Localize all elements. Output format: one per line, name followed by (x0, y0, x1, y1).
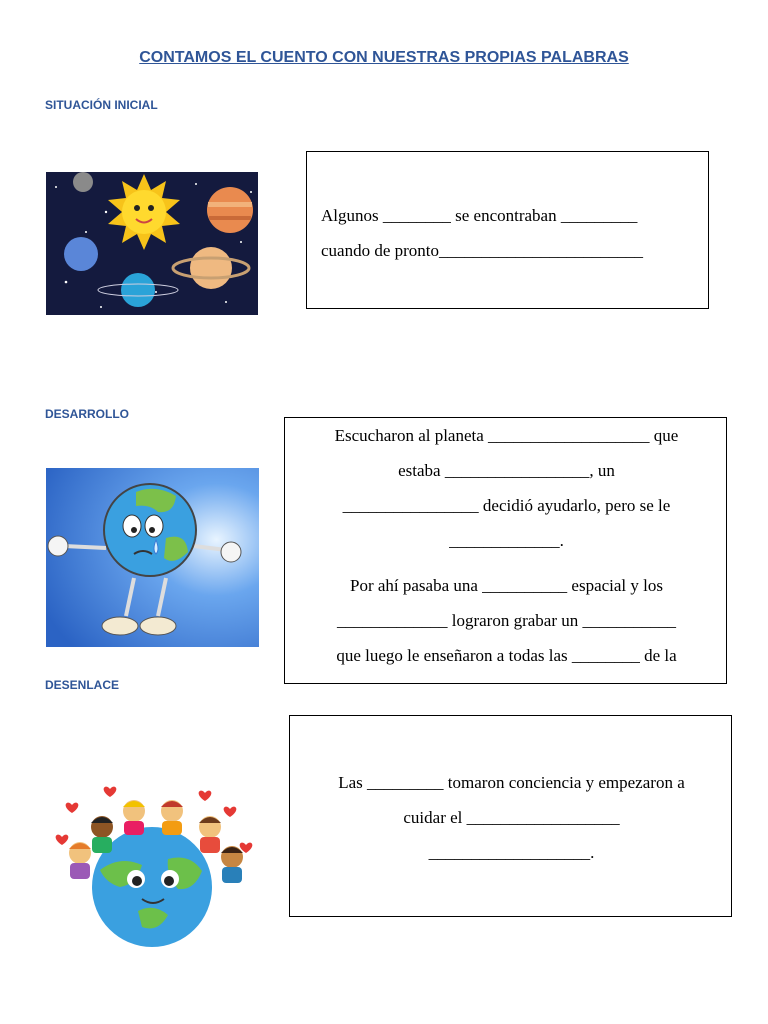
section-label-desenlace: DESENLACE (45, 678, 120, 692)
story-line: cuando de pronto________________________ (321, 241, 644, 260)
story-line: Por ahí pasaba una __________ espacial y los (349, 576, 663, 595)
story-line: Las _________ tomaron conciencia y empezaron a (338, 773, 685, 792)
story-line: _____________. (449, 531, 564, 550)
story-line: cuidar el __________________ (403, 808, 620, 827)
story-line: ________________ decidió ayudarlo, pero se le (342, 496, 671, 515)
situacion-inicial-text-box (306, 151, 709, 309)
desarrollo-text-box (284, 417, 727, 684)
story-line: que luego le enseñaron a todas las ________ de la (336, 646, 677, 665)
story-line: estaba _________________, un (398, 461, 615, 480)
story-line: ___________________. (428, 843, 595, 862)
sad-earth-illustration (46, 468, 259, 647)
desenlace-text-box (289, 715, 732, 917)
story-line: _____________ lograron grabar un ___________ (336, 611, 676, 630)
story-line: Algunos ________ se encontraban _________ (321, 206, 638, 225)
section-label-situacion-inicial: SITUACIÓN INICIAL (45, 98, 158, 112)
planets-illustration (46, 172, 258, 315)
kids-around-earth-illustration (50, 775, 260, 950)
page-title: CONTAMOS EL CUENTO CON NUESTRAS PROPIAS PALABRAS (139, 49, 629, 66)
section-label-desarrollo: DESARROLLO (45, 407, 129, 421)
story-line: Escucharon al planeta ___________________ que (334, 426, 679, 445)
